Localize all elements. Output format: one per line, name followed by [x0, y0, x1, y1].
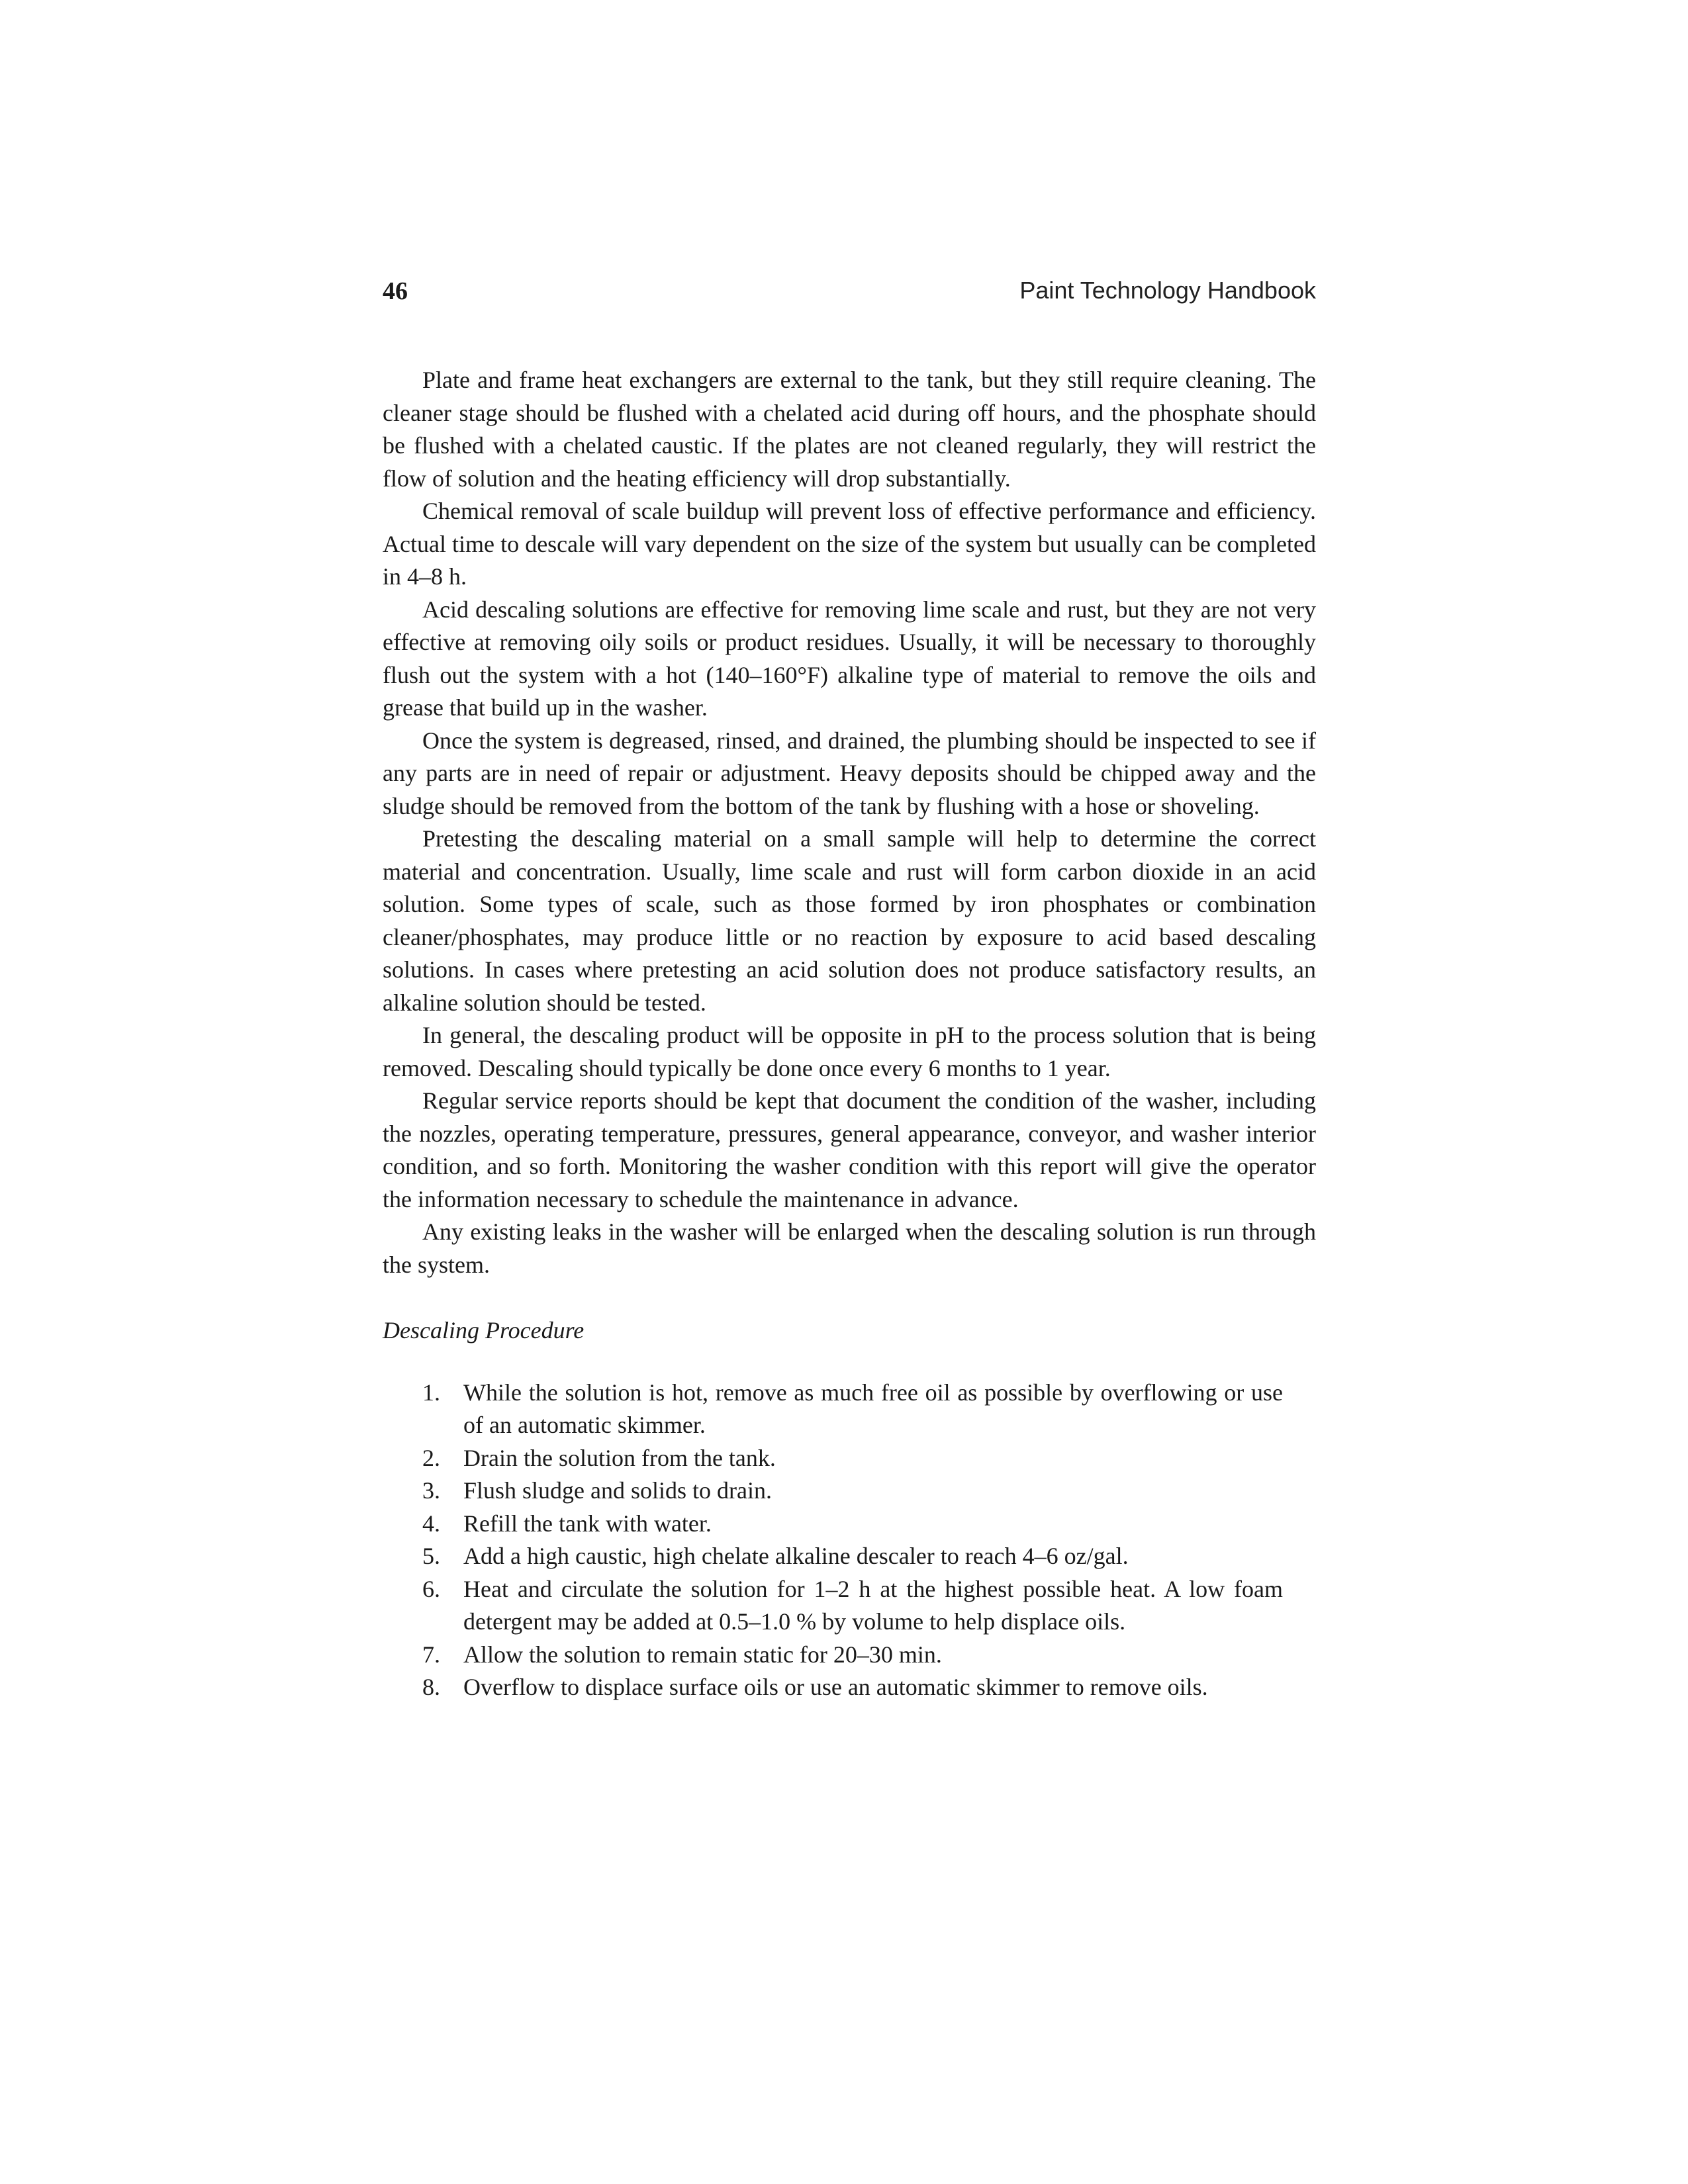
page-body	[383, 364, 1316, 1704]
list-item-text: Drain the solution from the tank.	[463, 1444, 776, 1471]
list-item-number: 2.	[422, 1444, 440, 1471]
list-item	[383, 1573, 1316, 1639]
list-item	[383, 1442, 1316, 1475]
paragraph: Pretesting the descaling material on a small sample will help to determine the correct material and concentration. Usually, lime scale and rust will form carbon dioxide in an acid solution. Some types of scale, such as those formed by iron phosphates or combination cleaner/phosphates, may produce little or no reaction by exposure to acid based descaling solutions. In cases where pretesting an acid solution does not produce satisfactory results, an alkaline solution should be tested.	[383, 825, 1316, 1016]
page-number: 46	[383, 277, 408, 305]
list-item-number: 3.	[422, 1477, 440, 1504]
list-item-number: 1.	[422, 1379, 440, 1406]
list-item-number: 8.	[422, 1674, 440, 1700]
list-item-text: Add a high caustic, high chelate alkaline descaler to reach 4–6 oz/gal.	[463, 1543, 1129, 1569]
list-item-text: Refill the tank with water.	[463, 1510, 712, 1537]
list-item	[383, 1508, 1316, 1541]
paragraph: Chemical removal of scale buildup will prevent loss of effective performance and efficiency. Actual time to descale will vary dependent on the size of the system but usually can be completed in 4–8 h.	[383, 498, 1316, 590]
book-page	[383, 271, 1316, 1700]
paragraph: In general, the descaling product will be opposite in pH to the process solution that is being removed. Descaling should typically be done once every 6 months to 1 year.	[383, 1022, 1316, 1081]
list-item	[383, 1540, 1316, 1573]
paragraph: Regular service reports should be kept that document the condition of the washer, including the nozzles, operating temperature, pressures, general appearance, conveyor, and washer interior condition, and so forth. Monitoring the washer condition with this report will give the operator the information necessary to schedule the maintenance in advance.	[383, 1087, 1316, 1212]
list-item	[383, 1475, 1316, 1508]
section-heading: Descaling Procedure	[383, 1317, 585, 1343]
list-item	[383, 1671, 1316, 1704]
procedure-list	[383, 1377, 1316, 1704]
list-item-text: While the solution is hot, remove as much free oil as possible by overflowing or use of an automatic skimmer.	[463, 1379, 1283, 1438]
list-item	[383, 1639, 1316, 1672]
list-item	[383, 1377, 1316, 1442]
list-item-number: 6.	[422, 1575, 440, 1602]
paragraph: Any existing leaks in the washer will be enlarged when the descaling solution is run through the system.	[383, 1218, 1316, 1278]
list-item-text: Flush sludge and solids to drain.	[463, 1477, 772, 1504]
paragraph: Once the system is degreased, rinsed, and drained, the plumbing should be inspected to see if any parts are in need of repair or adjustment. Heavy deposits should be chipped away and the sludge should be removed from the bottom of the tank by flushing with a hose or shoveling.	[383, 727, 1316, 819]
page-header	[383, 271, 1316, 311]
paragraph: Acid descaling solutions are effective for removing lime scale and rust, but they are not very effective at removing oily soils or product residues. Usually, it will be necessary to thoroughly flush out the system with a hot (140–160°F) alkaline type of material to remove the oils and grease that build up in the washer.	[383, 596, 1316, 721]
running-title: Paint Technology Handbook	[1019, 277, 1316, 304]
list-item-text: Heat and circulate the solution for 1–2 h at the highest possible heat. A low foam detergent may be added at 0.5–1.0 % by volume to help displace oils.	[463, 1575, 1283, 1635]
list-item-number: 4.	[422, 1510, 440, 1537]
list-item-text: Allow the solution to remain static for 20–30 min.	[463, 1641, 942, 1668]
paragraph: Plate and frame heat exchangers are external to the tank, but they still require cleaning. The cleaner stage should be flushed with a chelated acid during off hours, and the phosphate should be flushed with a chelated caustic. If the plates are not cleaned regularly, they will restrict the flow of solution and the heating efficiency will drop substantially.	[383, 367, 1316, 492]
list-item-number: 5.	[422, 1543, 440, 1569]
list-item-text: Overflow to displace surface oils or use an automatic skimmer to remove oils.	[463, 1674, 1208, 1700]
list-item-number: 7.	[422, 1641, 440, 1668]
